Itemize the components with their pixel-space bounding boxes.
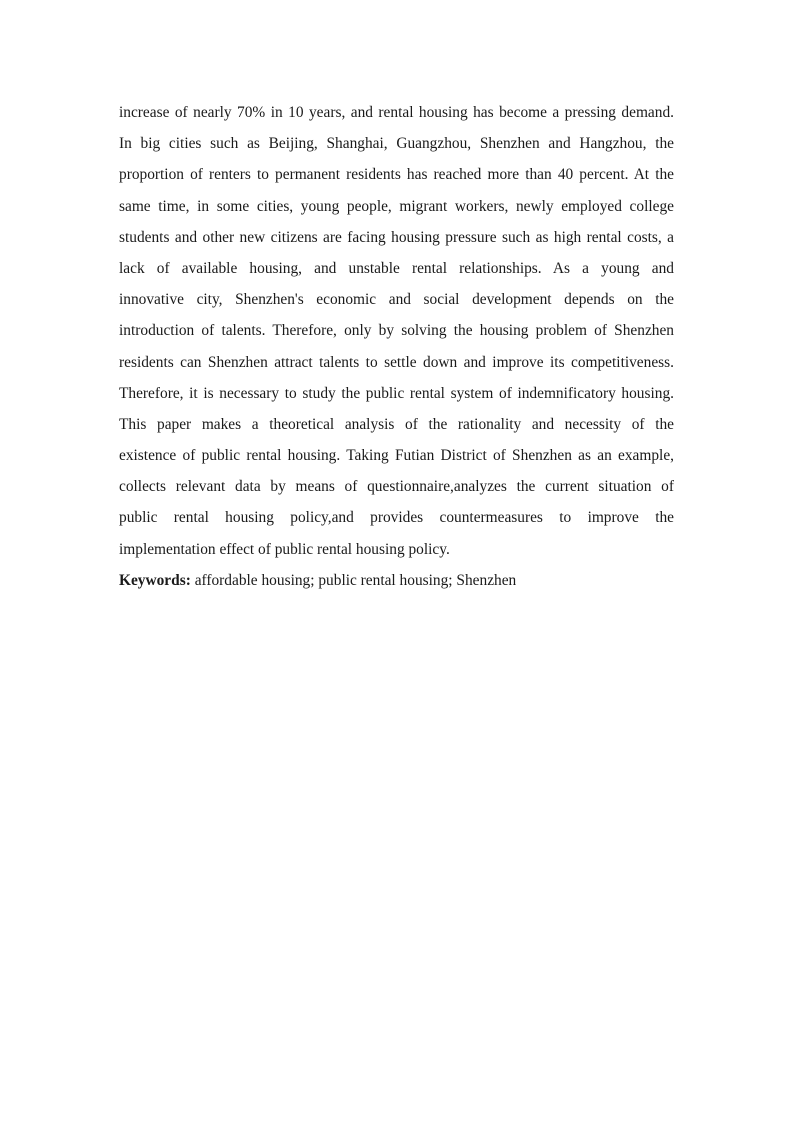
abstract-line: students and other new citizens are facing housing pressure such as high rental costs, a xyxy=(119,228,674,246)
keywords-text: affordable housing; public rental housing; Shenzhen xyxy=(194,571,517,589)
abstract-line: public rental housing policy,and provides countermeasures to improve the xyxy=(119,509,674,527)
abstract-line: introduction of talents. Therefore, only by solving the housing problem of Shenzhen xyxy=(119,322,674,340)
abstract-line: This paper makes a theoretical analysis of the rationality and necessity of the xyxy=(119,415,674,433)
abstract-line: implementation effect of public rental housing policy. xyxy=(119,540,450,558)
abstract-line: innovative city, Shenzhen's economic and social development depends on the xyxy=(119,291,674,309)
keywords-line xyxy=(119,569,674,600)
abstract-line: proportion of renters to permanent residents has reached more than 40 percent. At the xyxy=(119,166,674,184)
abstract-line: lack of available housing, and unstable rental relationships. As a young and xyxy=(119,259,674,277)
abstract-line: existence of public rental housing. Taking Futian District of Shenzhen as an example, xyxy=(119,447,674,465)
abstract-line: In big cities such as Beijing, Shanghai, Guangzhou, Shenzhen and Hangzhou, the xyxy=(119,135,674,153)
abstract-body xyxy=(119,101,674,600)
abstract-line: same time, in some cities, young people, migrant workers, newly employed college xyxy=(119,197,674,215)
abstract-line: collects relevant data by means of questionnaire,analyzes the current situation of xyxy=(119,478,674,496)
abstract-line: Therefore, it is necessary to study the public rental system of indemnificatory housing. xyxy=(119,384,674,402)
abstract-line: residents can Shenzhen attract talents to settle down and improve its competitiveness. xyxy=(119,353,674,371)
keywords-label: Keywords: xyxy=(119,571,191,589)
abstract-line: increase of nearly 70% in 10 years, and rental housing has become a pressing demand. xyxy=(119,104,674,121)
